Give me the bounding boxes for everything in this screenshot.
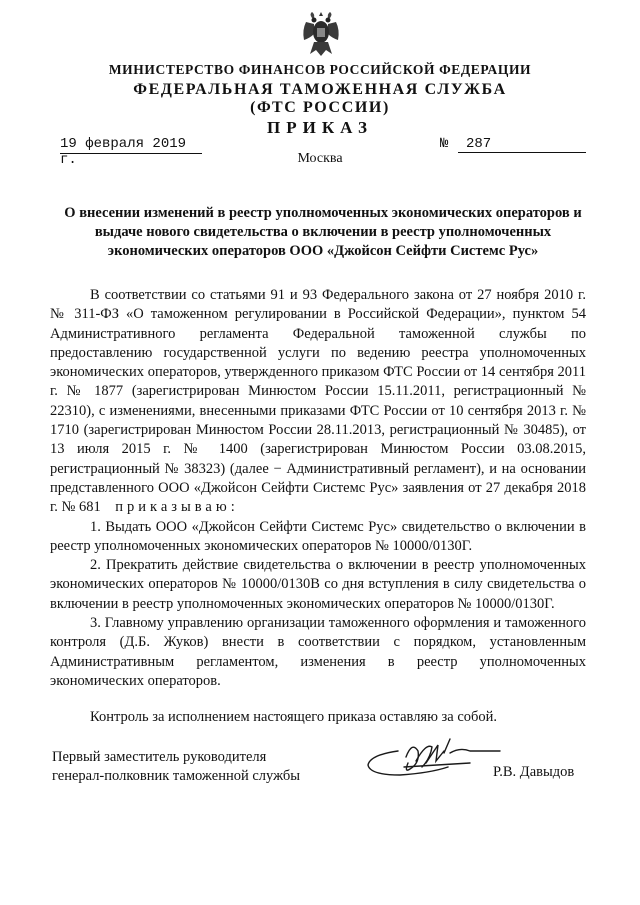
order-item-2: 2. Прекратить действие свидетельства о включении в реестр уполномоченных экономических операторов № 10000/0130В со дня вступления в силу свидетельства о включении в реестр уполномоченных экономических операторов № 10000/0130Г.	[50, 557, 586, 612]
document-body	[50, 286, 586, 728]
preamble-paragraph	[50, 286, 586, 518]
order-item-3: 3. Главному управлению организации таможенного оформления и таможенного контроля (Д.Б. Жуков) внести в соответствии с порядком, установленным Административным регламентом, изменения в реестр уполномоченных экономических операторов.	[50, 615, 586, 689]
service-name-line1: ФЕДЕРАЛЬНАЯ ТАМОЖЕННАЯ СЛУЖБА	[133, 81, 507, 98]
service-name-line2: (ФТС РОССИИ)	[250, 99, 390, 116]
handwritten-signature-icon	[360, 733, 505, 789]
signatory-position-line2: генерал-полковник таможенной службы	[52, 768, 301, 784]
signatory-position-line1: Первый заместитель руководителя	[52, 749, 267, 765]
signatory-name: Р.В. Давыдов	[493, 764, 575, 780]
order-word: приказываю:	[115, 499, 239, 516]
city: Москва	[297, 151, 343, 166]
document-subject: О внесении изменений в реестр уполномоченных экономических операторов и выдаче нового свидетельства о включении в реестр уполномоченных экономических операторов ООО «Джойсон Сейфти Системс Рус»	[64, 205, 582, 259]
order-item-1: 1. Выдать ООО «Джойсон Сейфти Системс Рус» свидетельство о включении в реестр уполномоченных экономических операторов № 10000/0130Г.	[50, 518, 586, 554]
order-number: 287	[458, 136, 586, 153]
order-number-label: №	[440, 136, 449, 152]
preamble-text: В соответствии со статьями 91 и 93 Федерального закона от 27 ноября 2010 г. № 311-ФЗ «О таможенном регулировании в Российской Федерации», пунктом 54 Административного регламента Федеральной таможенной службы по предоставлению государственной услуги по ведению реестра уполномоченных экономических операторов, утвержденного приказом ФТС России от 14 сентября 2011 г. № 1877 (зарегистрирован Минюстом России 15.11.2011, регистрационный № 22310), с изменениями, внесенными приказами ФТС России от 10 сентября 2013 г. № 1710 (зарегистрирован Минюстом России 28.11.2013, регистрационный № 30485), от 13 июля 2015 г. № 1400 (зарегистрирован Минюстом России 03.08.2015, регистрационный № 38323) (далее − Административный регламент), и на основании представленного ООО «Джойсон Сейфти Системс Рус» заявления от 27 декабря 2018 г. № 681	[50, 287, 586, 516]
doc-type: ПРИКАЗ	[267, 118, 373, 137]
order-date: 19 февраля 2019 г.	[60, 136, 202, 154]
coat-of-arms-icon	[300, 8, 342, 60]
control-paragraph: Контроль за исполнением настоящего приказа оставляю за собой.	[90, 709, 498, 726]
service-name	[0, 81, 640, 117]
ministry-name: МИНИСТЕРСТВО ФИНАНСОВ РОССИЙСКОЙ ФЕДЕРАЦИИ	[108, 62, 532, 77]
signatory-position	[52, 748, 332, 786]
